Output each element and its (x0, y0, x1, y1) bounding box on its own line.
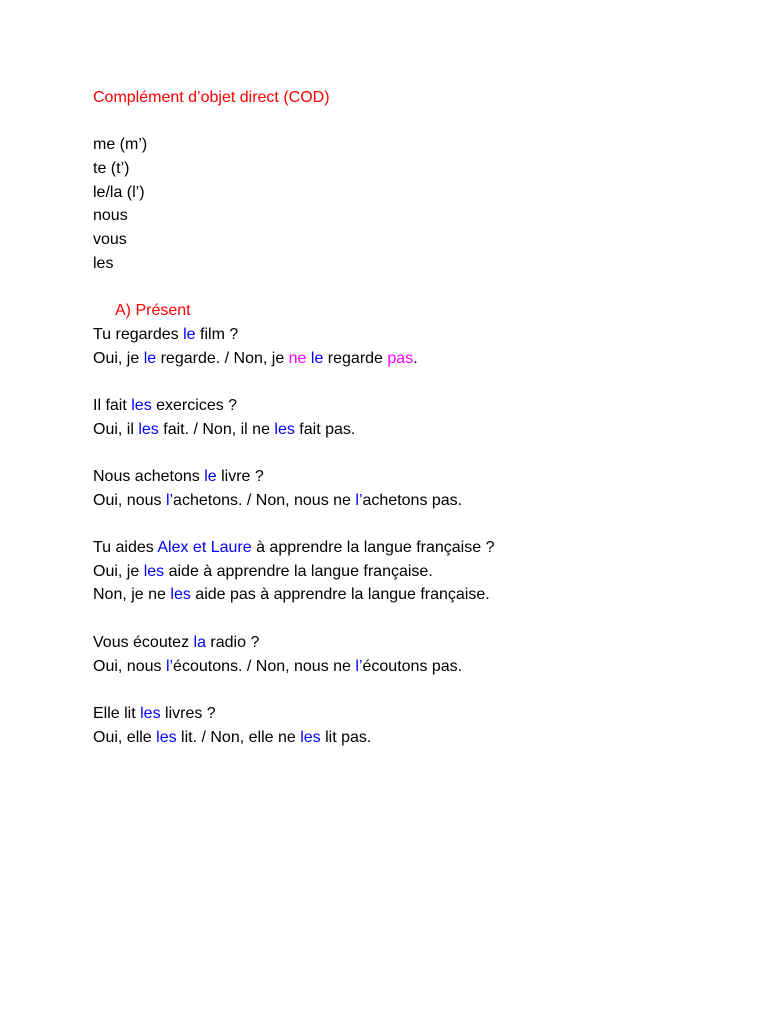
example-question (93, 323, 733, 347)
text-segment: Oui, je (93, 349, 144, 367)
negation-word: ne (288, 349, 307, 367)
spacer (93, 607, 733, 631)
pronoun-item: le/la (l’) (93, 183, 145, 201)
example-answer (93, 655, 733, 679)
example-question (93, 465, 733, 489)
text-segment: exercices ? (151, 396, 238, 414)
pronoun-item: vous (93, 231, 127, 249)
spacer (93, 110, 733, 134)
example-answer (93, 418, 733, 442)
example-answer (93, 583, 733, 607)
example-answer (93, 726, 733, 750)
negation-word: pas (387, 349, 414, 367)
cod-pronoun: le (204, 468, 217, 485)
document-title: Complément d’objet direct (COD) (93, 89, 330, 106)
text-segment: livre ? (216, 468, 264, 485)
cod-pronoun: les (143, 562, 165, 580)
spacer (93, 441, 733, 465)
example-question (93, 394, 733, 418)
pronoun-item: les (93, 254, 114, 272)
cod-pronoun: la (193, 633, 206, 651)
document-page (93, 86, 733, 749)
example-question (93, 631, 733, 655)
cod-pronoun: les (274, 420, 295, 438)
text-segment: aide pas à apprendre la langue française. (190, 586, 490, 604)
text-segment: lit. / Non, elle ne (176, 728, 301, 746)
cod-pronoun: le (183, 325, 196, 343)
example-answer (93, 560, 733, 584)
cod-pronoun: le (143, 349, 157, 367)
cod-pronoun: les (131, 396, 152, 414)
pronoun-item: me (m’) (93, 136, 148, 154)
spacer (93, 276, 733, 300)
text-segment: Vous écoutez (93, 633, 194, 651)
text-segment: Oui, elle (93, 728, 157, 746)
section-heading: A) Présent (115, 302, 191, 320)
cod-pronoun: l’ (355, 491, 363, 509)
text-segment: radio ? (205, 633, 260, 651)
text-segment: . (413, 349, 418, 367)
example-answer (93, 347, 733, 371)
text-segment: Il fait (93, 396, 132, 414)
text-segment: film ? (195, 325, 239, 343)
text-segment: écoutons. / Non, nous ne (173, 657, 356, 675)
text-segment: lit pas. (320, 728, 372, 746)
pronoun-item: nous (93, 207, 128, 225)
spacer (93, 678, 733, 702)
text-segment: achetons. / Non, nous ne (173, 491, 356, 509)
pronoun-item: te (t’) (93, 160, 130, 178)
cod-pronoun: l’ (165, 657, 174, 675)
cod-pronoun: l’ (165, 491, 174, 509)
text-segment: Oui, nous (93, 491, 166, 509)
text-segment: Oui, je (93, 562, 144, 580)
cod-pronoun: les (140, 704, 161, 722)
text-segment: Oui, il (93, 420, 139, 438)
text-segment: écoutons pas. (362, 657, 463, 675)
example-answer (93, 489, 733, 513)
text-segment: regarde (323, 349, 388, 367)
cod-pronoun: le (310, 349, 324, 367)
text-segment: Elle lit (93, 704, 141, 722)
cod-pronoun: les (156, 728, 177, 746)
spacer (93, 370, 733, 394)
text-segment: fait. / Non, il ne (158, 420, 275, 438)
text-segment: livres ? (160, 704, 216, 722)
text-segment: Tu aides (93, 539, 158, 557)
cod-pronoun: l’ (355, 657, 363, 675)
spacer (93, 512, 733, 536)
text-segment: achetons pas. (362, 491, 463, 509)
text-segment: Oui, nous (93, 657, 166, 675)
text-segment: aide à apprendre la langue française. (164, 562, 433, 580)
cod-pronoun: les (170, 586, 191, 604)
text-segment: à apprendre la langue française ? (251, 539, 495, 557)
cod-noun-phrase: Alex et Laure (157, 539, 252, 557)
text-segment: fait pas. (294, 420, 356, 438)
text-segment: Non, je ne (93, 586, 171, 604)
cod-pronoun: les (138, 420, 159, 438)
example-question (93, 702, 733, 726)
cod-pronoun: les (300, 728, 321, 746)
text-segment: regarde. / Non, je (156, 349, 289, 367)
example-question (93, 536, 733, 560)
text-segment: Tu regardes (93, 325, 184, 343)
text-segment: Nous achetons (93, 468, 205, 485)
